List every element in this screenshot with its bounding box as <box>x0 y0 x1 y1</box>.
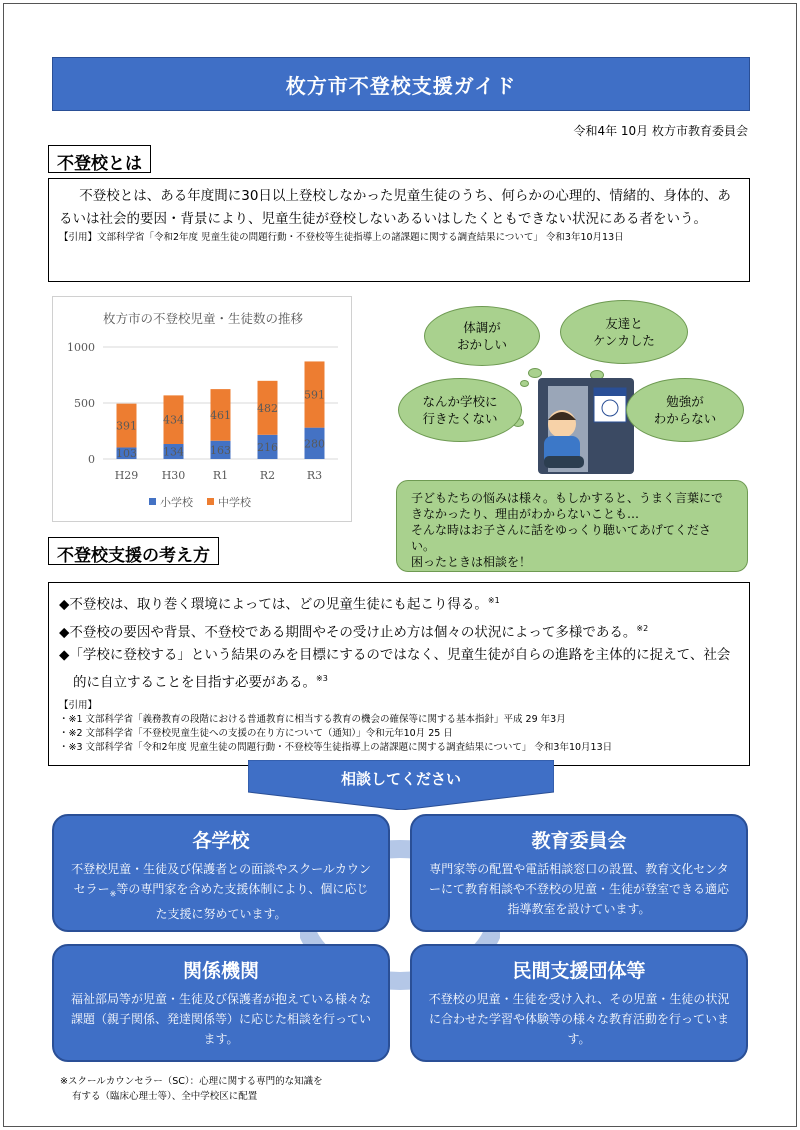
thought-puff <box>520 380 529 387</box>
support-text-agencies: 福祉部局等が児童・生徒及び保護者が抱えている様々な課題（親子関係、発達関係等）に応じた相談を行っています。 <box>70 992 371 1046</box>
y-tick-label: 500 <box>74 397 95 410</box>
chart-title: 枚方市の不登校児童・生徒数の推移 <box>102 311 304 326</box>
worry-cloud-2: 友達と ケンカした <box>560 300 688 364</box>
legend-swatch <box>207 498 214 505</box>
data-label: 216 <box>257 440 278 454</box>
chart-panel <box>52 296 352 522</box>
stacked-bar-chart <box>53 297 353 523</box>
data-label: 391 <box>116 419 137 433</box>
y-tick-label: 0 <box>88 453 95 466</box>
x-tick-label: R2 <box>259 469 276 482</box>
clock-icon <box>602 400 618 416</box>
support-box-private-groups <box>410 944 748 1062</box>
calendar-header <box>594 388 626 396</box>
approach-bullet-3: ◆「学校に登校する」という結果のみを目標にするのではなく、児童生徒が自らの進路を主体的に捉えて、社会的に自立することを目指す必要がある。$^{※3}$ <box>59 647 731 691</box>
definition-box <box>48 178 750 282</box>
support-text-schools: 不登校児童・生徒及び保護者との面談やスクールカウンセラー$_※$等の専門家を含めた支援体制により、個に応じた支援に努めています。 <box>71 862 371 922</box>
consult-label: 相談してください <box>340 770 462 788</box>
x-tick-label: R3 <box>306 469 323 482</box>
reference-1: ・※1 文部科学省「義務教育の段階における普通教育に相当する教育の機会の確保等に関する基本指針」平成 29 年3月 <box>59 713 566 725</box>
support-text-board: 専門家等の配置や電話相談窓口の設置、教育文化センターにて教育相談や不登校の児童・生徒が登室できる適応指導教室を設けています。 <box>428 862 729 916</box>
page-title: 枚方市不登校支援ガイド <box>52 57 750 111</box>
legend-label: 中学校 <box>218 496 251 509</box>
x-tick-label: H30 <box>161 469 186 482</box>
data-label: 461 <box>210 408 231 422</box>
data-label: 591 <box>304 388 325 402</box>
approach-box <box>48 582 750 766</box>
parent-advice-text: 子どもたちの悩みは様々。もしかすると、うまく言葉にできなかったり、理由がわからないことも… そんな時はお子さんに話をゆっくり聴いてあげてください。 困ったときは相談を！ <box>411 491 724 569</box>
definition-citation: 【引用】文部科学省「令和2年度 児童生徒の問題行動・不登校等生徒指導上の諸課題に関する調査結果について」 令和3年10月13日 <box>59 232 624 243</box>
dateline: 令和4年 10月 枚方市教育委員会 <box>573 124 748 138</box>
x-tick-label: R1 <box>212 469 229 482</box>
data-label: 163 <box>210 443 231 457</box>
data-label: 103 <box>116 447 137 461</box>
down-arrow-shape <box>248 760 554 810</box>
child-at-door-illustration <box>536 376 636 476</box>
footnote <box>60 1074 323 1104</box>
section-title-definition: 不登校とは <box>48 145 151 173</box>
support-box-board-of-education <box>410 814 748 932</box>
section-title-approach: 不登校支援の考え方 <box>48 537 219 565</box>
footnote-line-2: 有する（臨床心理士等）、全中学校区に配置 <box>72 1091 258 1102</box>
support-box-schools <box>52 814 390 932</box>
support-box-related-agencies <box>52 944 390 1062</box>
support-text-private: 不登校の児童・生徒を受け入れ、その児童・生徒の状況に合わせた学習や体験等の様々な教育活動を行っています。 <box>428 992 730 1046</box>
support-title-board: 教育委員会 <box>531 830 627 852</box>
data-label: 482 <box>257 401 278 415</box>
worry-cloud-3: なんか学校に 行きたくない <box>398 378 522 442</box>
definition-text: 不登校とは、ある年度間に30日以上登校しなかった児童生徒のうち、何らかの心理的、情緒的、身体的、あるいは社会的要因・背景により、児童生徒が登校しないあるいはしたくともできない状況にある者をいう。 <box>59 188 731 227</box>
worry-cloud-4: 勉強が わからない <box>626 378 744 442</box>
consult-arrow <box>248 760 554 810</box>
worry-cloud-1: 体調が おかしい <box>424 306 540 366</box>
data-label: 134 <box>163 445 184 459</box>
x-tick-label: H29 <box>114 469 139 482</box>
child-legs <box>544 456 584 468</box>
data-label: 280 <box>304 437 325 451</box>
support-title-schools: 各学校 <box>192 830 250 852</box>
approach-bullet-1: ◆不登校は、取り巻く環境によっては、どの児童生徒にも起こり得る。$^{※1}$ <box>59 596 500 613</box>
reference-3: ・※3 文部科学省「令和2年度 児童生徒の問題行動・不登校等生徒指導上の諸課題に関する調査結果について」 令和3年10月13日 <box>59 741 613 753</box>
y-tick-label: 1000 <box>67 341 95 354</box>
references-label: 【引用】 <box>59 699 98 711</box>
legend-swatch <box>149 498 156 505</box>
support-title-private: 民間支援団体等 <box>512 960 646 982</box>
parent-advice-callout <box>396 480 748 572</box>
footnote-line-1: ※スクールカウンセラー（SC）：心理に関する専門的な知識を <box>60 1076 323 1087</box>
approach-bullet-2: ◆不登校の要因や背景、不登校である期間やその受け止め方は個々の状況によって多様である。$^{※2}$ <box>59 623 649 640</box>
reference-2: ・※2 文部科学省「不登校児童生徒への支援の在り方について（通知）」令和元年10月 25 日 <box>59 727 453 739</box>
legend-label: 小学校 <box>160 496 193 509</box>
data-label: 434 <box>163 413 184 427</box>
support-title-agencies: 関係機関 <box>182 960 259 982</box>
